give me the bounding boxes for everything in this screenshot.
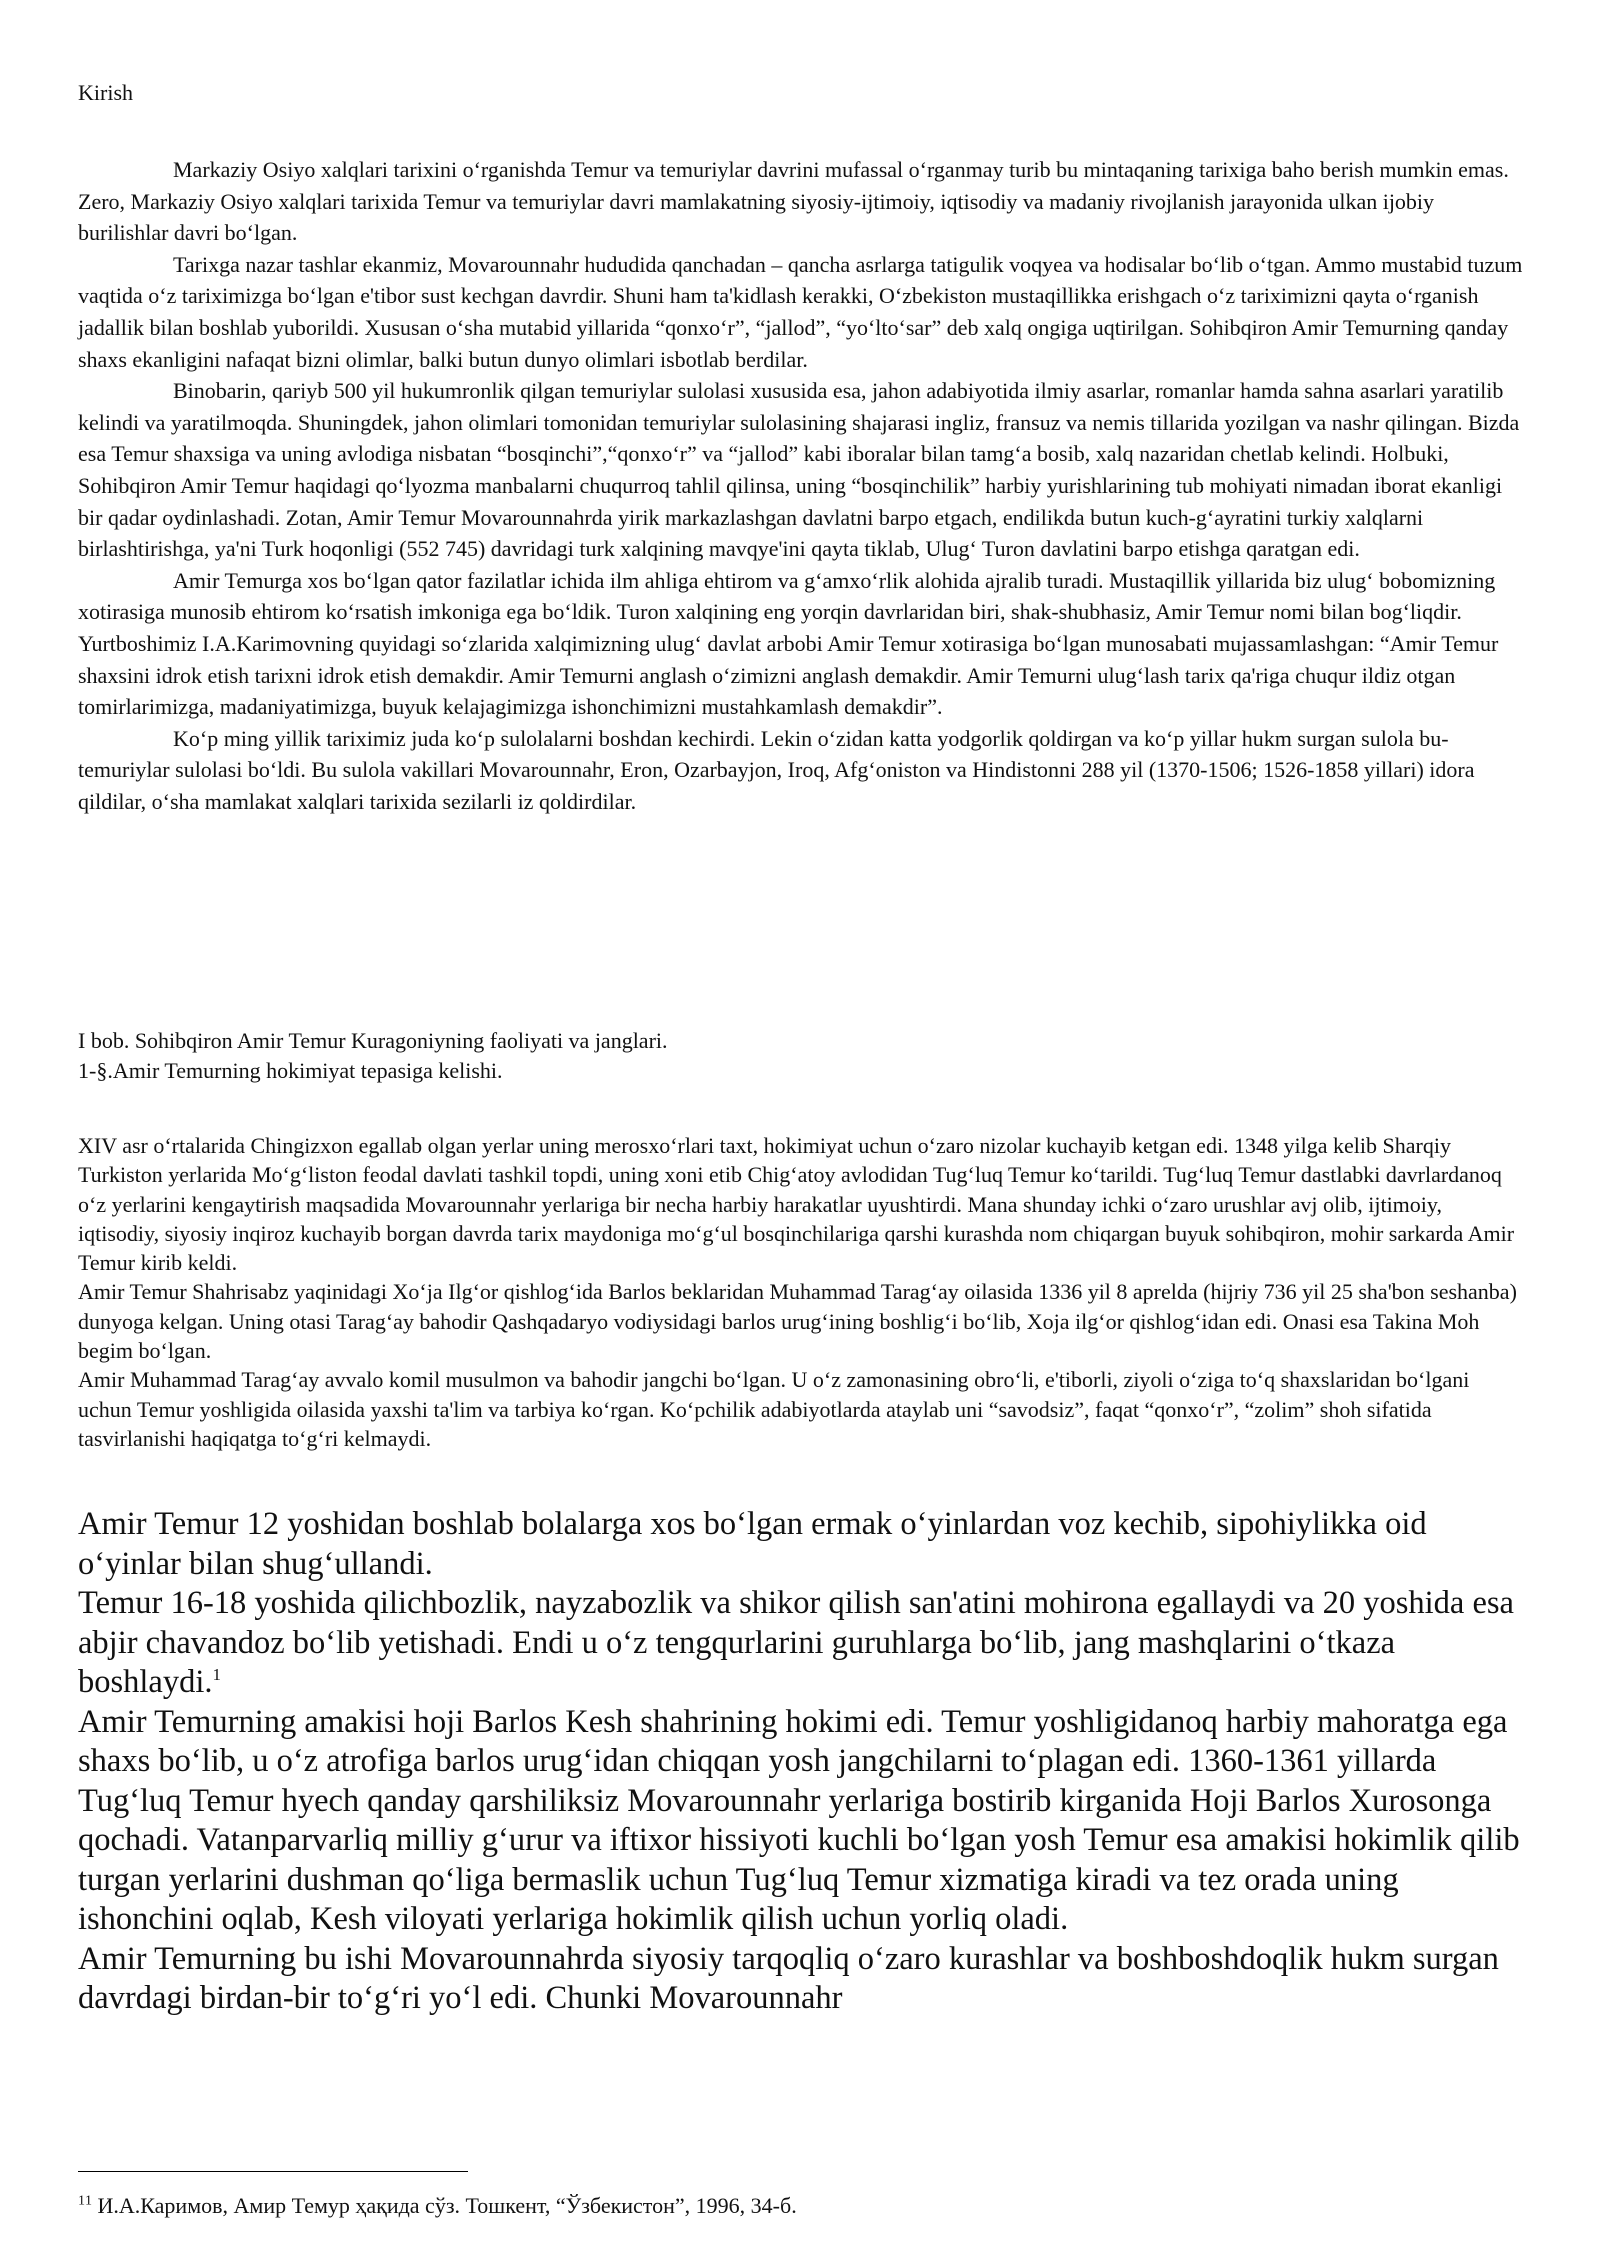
intro-paragraph: Markaziy Osiyo xalqlari tarixini o‘rganishda Temur va temuriylar davrini mufassal o‘rganmay turib bu mintaqaning tarixiga baho berish mumkin emas. Zero, Markaziy Osiyo xalqlari tarixida Temur va temuriylar davri mamlakatning siyosiy-ijtimoiy, iqtisodiy va madaniy rivojlanish jarayonida ulkan ijobiy burilishlar davri bo‘lgan. — [78, 157, 1509, 246]
body-paragraph: Amir Temurning amakisi hoji Barlos Kesh shahrining hokimi edi. Temur yoshligidanoq harbiy mahoratga ega shaxs bo‘lib, u o‘z atrofiga barlos urug‘idan chiqqan yosh jangchilarni to‘plagan edi. 1360-1361 yillarda Tug‘luq Temur hyech qanday qarshiliksiz Movarounnahr yerlariga bostirib kirganida Hoji Barlos Xurosonga qochadi. Vatanparvarliq milliy g‘urur va iftixor hissiyoti kuchli bo‘lgan yosh Temur esa amakisi hokimlik qilib turgan yerlarini dushman qo‘liga bermaslik uchun Tug‘luq Temur xizmatiga kiradi va tez orada uning ishonchini oqlab, Kesh viloyati yerlariga hokimlik qilish uchun yorliq oladi. — [78, 1703, 1520, 1937]
chapter-title: I bob. Sohibqiron Amir Temur Kuragoniyning faoliyati va janglari. — [78, 1028, 668, 1053]
intro-paragraph: Ko‘p ming yillik tariximiz juda ko‘p sulolalarni boshdan kechirdi. Lekin o‘zidan katta yodgorlik qoldirgan va ko‘p yillar hukm surgan sulola bu- temuriylar sulolasi bo‘ldi. Bu sulola vakillari Movarounnahr, Eron, Ozarbayjon, Iroq, Afg‘oniston va Hindistonni 288 yil (1370-1506; 1526-1858 yillari) idora qildilar, o‘sha mamlakat xalqlari tarixida sezilarli iz qoldirdilar. — [78, 725, 1475, 814]
intro-section — [78, 154, 1528, 817]
section-body-large — [78, 1505, 1528, 2019]
body-paragraph — [78, 1584, 1528, 1703]
section-body-small — [78, 1131, 1528, 1453]
intro-paragraph: Tarixga nazar tashlar ekanmiz, Movarounnahr hududida qanchadan – qancha asrlarga tatigulik voqyea va hodisalar bo‘lib o‘tgan. Ammo mustabid tuzum vaqtida o‘z tariximizga bo‘lgan e'tibor sust kechgan davrdir. Shuni ham ta'kidlash kerakki, O‘zbekiston mustaqillikka erishgach o‘z tariximizni qayta o‘rganish jadallik bilan boshlab yuborildi. Xususan o‘sha mutabid yillarida “qonxo‘r”, “jallod”, “yo‘lto‘sar” deb xalq ongiga uqtirilgan. Sohibqiron Amir Temurning qanday shaxs ekanligini nafaqat bizni olimlar, balki butun dunyo olimlari isbotlab berdilar. — [78, 251, 1523, 372]
body-paragraph: Amir Temur 12 yoshidan boshlab bolalarga xos bo‘lgan ermak o‘yinlardan voz kechib, sipohiylikka oid o‘yinlar bilan shug‘ullandi. — [78, 1506, 1427, 1582]
footnote-marker: 1 — [78, 2193, 85, 2209]
page-heading: Kirish — [78, 80, 133, 105]
body-paragraph: Amir Muhammad Tarag‘ay avvalo komil musulmon va bahodir jangchi bo‘lgan. U o‘z zamonasining obro‘li, e'tiborli, ziyoli o‘ziga to‘q shaxslaridan bo‘lgani uchun Temur yoshligida oilasida yaxshi ta'lim va tarbiya ko‘rgan. Ko‘pchilik adabiyotlarda ataylab uni “savodsiz”, faqat “qonxo‘r”, “zolim” shoh sifatida tasvirlanishi haqiqatga to‘g‘ri kelmaydi. — [78, 1367, 1470, 1451]
footnote-reference[interactable]: 1 — [212, 1665, 222, 1685]
section-title: 1-§.Amir Temurning hokimiyat tepasiga kelishi. — [78, 1058, 503, 1083]
footnote-separator — [78, 2171, 468, 2172]
body-paragraph: Amir Temurning bu ishi Movarounnahrda siyosiy tarqoqliq o‘zaro kurashlar va boshboshdoqlik hukm surgan davrdagi birdan-bir to‘g‘ri yo‘l edi. Chunki Movarounnahr — [78, 1940, 1499, 2016]
footnote-marker: 1 — [85, 2193, 92, 2209]
intro-paragraph: Amir Temurga xos bo‘lgan qator fazilatlar ichida ilm ahliga ehtirom va g‘amxo‘rlik alohida ajralib turadi. Mustaqillik yillarida biz ulug‘ bobomizning xotirasiga munosib ehtirom ko‘rsatish imkoniga ega bo‘ldik. Turon xalqining eng yorqin davrlaridan biri, shak-shubhasiz, Amir Temur nomi bilan bog‘liqdir. Yurtboshimiz I.A.Karimovning quyidagi so‘zlarida xalqimizning ulug‘ davlat arbobi Amir Temur xotirasiga bo‘lgan munosabati mujassamlashgan: “Amir Temur shaxsini idrok etish tarixni idrok etish demakdir. Amir Temurni anglash o‘zimizni anglash demakdir. Amir Temurni ulug‘lash tarix qa'riga chuqur ildiz otgan tomirlarimizga, madaniyatimizga, buyuk kelajagimizga ishonchimizni mustahkamlash demakdir”. — [78, 567, 1499, 720]
chapter-header — [78, 1026, 668, 1086]
footnote-text: И.А.Каримов, Амир Темур ҳақида сўз. Тошкент, “Ўзбекистон”, 1996, 34-б. — [92, 2193, 797, 2218]
body-paragraph: XIV asr o‘rtalarida Chingizxon egallab olgan yerlar uning merosxo‘rlari taxt, hokimiyat uchun o‘zaro nizolar kuchayib ketgan edi. 1348 yilga kelib Sharqiy Turkiston yerlarida Mo‘g‘liston feodal davlati tashkil topdi, uning xoni etib Chig‘atoy avlodidan Tug‘luq Temur ko‘tarildi. Tug‘luq Temur dastlabki davrlardanoq o‘z yerlarini kengaytirish maqsadida Movarounnahr yerlariga bir necha harbiy harakatlar uyushtirdi. Mana shunday ichki o‘zaro urushlar avj olib, ijtimoiy, iqtisodiy, siyosiy inqiroz kuchayib borgan davrda tarix maydoniga mo‘g‘ul bosqinchilariga qarshi kurashda nom chiqargan buyuk sohibqiron, mohir sarkarda Amir Temur kirib keldi. — [78, 1133, 1515, 1276]
paragraph-text: Temur 16-18 yoshida qilichbozlik, nayzabozlik va shikor qilish san'atini mohirona egallaydi va 20 yoshida esa abjir chavandoz bo‘lib yetishadi. Endi u o‘z tengqurlarini guruhlarga bo‘lib, jang mashqlarini o‘tkaza boshlaydi. — [78, 1585, 1514, 1700]
intro-paragraph: Binobarin, qariyb 500 yil hukumronlik qilgan temuriylar sulolasi xususida esa, jahon adabiyotida ilmiy asarlar, romanlar hamda sahna asarlari yaratilib kelindi va yaratilmoqda. Shuningdek, jahon olimlari tomonidan temuriylar sulolasining shajarasi ingliz, fransuz va nemis tillarida yozilgan va nashr qilingan. Bizda esa Temur shaxsiga va uning avlodiga nisbatan “bosqinchi”,“qonxo‘r” va “jallod” kabi iboralar bilan tamg‘a bosib, xalq nazaridan chetlab kelindi. Holbuki, Sohibqiron Amir Temur haqidagi qo‘lyozma manbalarni chuqurroq tahlil qilinsa, uning “bosqinchilik” harbiy yurishlarining tub mohiyati nimadan iborat ekanligi bir qadar oydinlashadi. Zotan, Amir Temur Movarounnahrda yirik markazlashgan davlatni barpo etgach, endilikda butun kuch-g‘ayratini turkiy xalqlarni birlashtirishga, ya'ni Turk hoqonligi (552 745) davridagi turk xalqining mavqye'ini qayta tiklab, Ulug‘ Turon davlatini barpo etishga qaratgan edi. — [78, 378, 1520, 562]
body-paragraph: Amir Temur Shahrisabz yaqinidagi Xo‘ja Ilg‘or qishlog‘ida Barlos beklaridan Muhammad Tarag‘ay oilasida 1336 yil 8 aprelda (hijriy 736 yil 25 sha'bon seshanba) dunyoga kelgan. Uning otasi Tarag‘ay bahodir Qashqadaryo vodiysidagi barlos urug‘ining boshlig‘i bo‘lib, Xoja ilg‘or qishlog‘idan edi. Onasi esa Takina Moh begim bo‘lgan. — [78, 1279, 1517, 1364]
footnote — [78, 2191, 797, 2221]
